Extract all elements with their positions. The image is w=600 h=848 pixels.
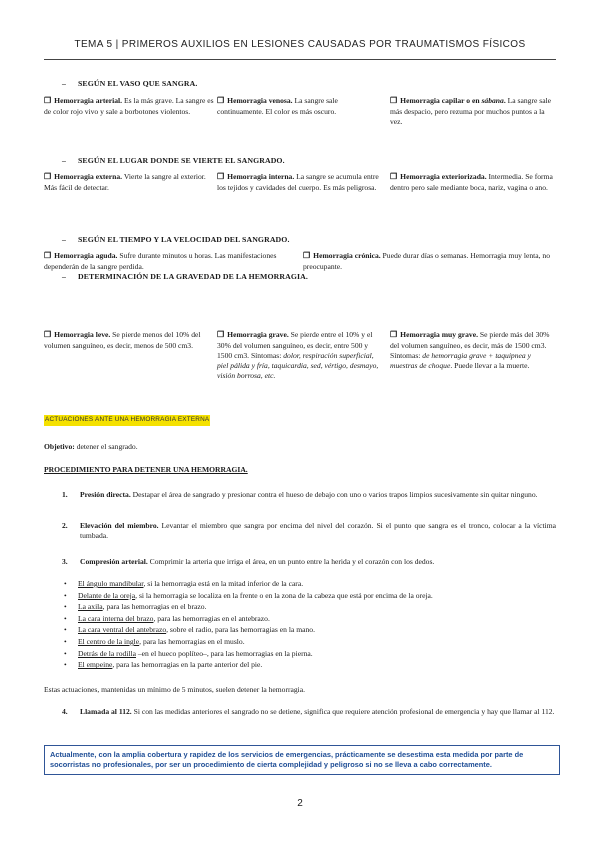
procedure-title: PROCEDIMIENTO PARA DETENER UNA HEMORRAGIA. <box>44 465 248 474</box>
checkbox-square-icon: ❒ <box>217 96 225 105</box>
section-title-lugar: – SEGÚN EL LUGAR DONDE SE VIERTE EL SANGRADO. <box>62 156 285 165</box>
checkbox-square-icon: ❒ <box>44 251 52 260</box>
section-title-tiempo: – SEGÚN EL TIEMPO Y LA VELOCIDAD DEL SANGRADO. <box>62 235 290 244</box>
checkbox-square-icon: ❒ <box>44 330 52 339</box>
bullet-icon: • <box>64 579 67 588</box>
checkbox-square-icon: ❒ <box>390 172 398 181</box>
checkbox-square-icon: ❒ <box>390 96 398 105</box>
checkbox-square-icon: ❒ <box>390 330 398 339</box>
item-hemorragia-grave: ❒ Hemorragia grave. Se pierde entre el 10% y el 30% del volumen sanguíneo, es decir, entre 500 y 1500 cm3. Síntomas: dolor, respiración superficial, piel pálida y fría, taquicardia, sed, vértigo, desmayo, visión borrosa, etc. <box>217 330 379 380</box>
item-hemorragia-arterial: ❒ Hemorragia arterial. Es la más grave. La sangre es de color rojo vivo y sale a borbotones violentos. <box>44 96 214 116</box>
bullet-icon: • <box>64 660 67 670</box>
item-hemorragia-muy-grave: ❒ Hemorragia muy grave. Se pierde más del 30% del volumen sanguíneo, es decir, más de 1500 cm3. Síntomas: de hemorragia grave + taquipnea y muestras de choque. Puede llevar a la muerte. <box>390 330 550 370</box>
section-title-gravedad: – DETERMINACIÓN DE LA GRAVEDAD DE LA HEMORRAGIA. <box>62 272 308 281</box>
summary-text: Estas actuaciones, mantenidas un mínimo de 5 minutos, suelen detener la hemorragia. <box>44 685 306 694</box>
page-number: 2 <box>297 798 303 809</box>
section-title-vaso: – SEGÚN EL VASO QUE SANGRA. <box>62 79 198 88</box>
item-hemorragia-capilar: ❒ Hemorragia capilar o en sábana. La sangre sale más despacio, pero rezuma por muchos puntos a la vez. <box>390 96 552 126</box>
checkbox-square-icon: ❒ <box>217 330 225 339</box>
step-compresion-arterial: 3. Compresión arterial. Comprimir la arteria que irriga el área, en un punto entre la herida y el corazón con los dedos. <box>62 557 435 566</box>
item-hemorragia-externa: ❒ Hemorragia externa. Vierte la sangre al exterior. Más fácil de detectar. <box>44 172 206 192</box>
item-hemorragia-leve: ❒ Hemorragia leve. Se pierde menos del 10% del volumen sanguíneo, es decir, menos de 500 cm3. <box>44 330 201 350</box>
compression-points-list <box>64 578 433 671</box>
header-divider <box>44 59 556 60</box>
list-item: • El empeine, para las hemorragias en la parte anterior del pie. <box>64 660 263 670</box>
checkbox-square-icon: ❒ <box>44 172 52 181</box>
objective: Objetivo: detener el sangrado. <box>44 442 138 451</box>
list-item: • Delante de la oreja, si la hemorragia se localiza en la frente o en la zona de la cabeza que está por encima de la oreja. <box>64 590 433 600</box>
bullet-icon: • <box>64 648 67 658</box>
checkbox-square-icon: ❒ <box>44 96 52 105</box>
checkbox-square-icon: ❒ <box>303 251 311 260</box>
step-presion-directa: 1. Presión directa. Destapar el área de sangrado y presionar contra el hueso de debajo con uno o varios trapos limpios sucesivamente sin quitar ninguno. <box>62 490 538 499</box>
bullet-icon: • <box>64 590 67 600</box>
list-item: • La cara ventral del antebrazo, sobre el radio, para las hemorragias en la mano. <box>64 625 315 635</box>
step-elevacion-miembro: 2. Elevación del miembro. Levantar el miembro que sangra por encima del nivel del corazón. Si el punto que sangra es el tronco, colocar a la víctima tumbada. <box>62 521 556 541</box>
list-item: • El ángulo mandibular, si la hemorragia está en la mitad inferior de la cara. <box>64 579 304 588</box>
checkbox-square-icon: ❒ <box>217 172 225 181</box>
list-item: • Detrás de la rodilla –en el hueco poplíteo–, para las hemorragias en la pierna. <box>64 648 313 658</box>
item-hemorragia-venosa: ❒ Hemorragia venosa. La sangre sale continuamente. El color es más oscuro. <box>217 96 338 116</box>
list-item: • El centro de la ingle, para las hemorragias en el muslo. <box>64 636 245 646</box>
item-hemorragia-interna: ❒ Hemorragia interna. La sangre se acumula entre los tejidos y cavidades del cuerpo. Es más peligrosa. <box>217 172 379 192</box>
bullet-icon: • <box>64 625 67 635</box>
bullet-icon: • <box>64 613 67 623</box>
list-item: • La axila, para las hemorragias en el brazo. <box>64 602 207 612</box>
bullet-icon: • <box>64 636 67 646</box>
item-hemorragia-exteriorizada: ❒ Hemorragia exteriorizada. Intermedia. Se forma dentro pero sale mediante boca, nariz, vagina o ano. <box>390 172 553 192</box>
item-hemorragia-aguda: ❒ Hemorragia aguda. Sufre durante minutos u horas. Las manifestaciones dependerán de la sangre perdida. <box>44 251 277 271</box>
list-item: • La cara interna del brazo, para las hemorragias en el antebrazo. <box>64 613 270 623</box>
item-hemorragia-cronica: ❒ Hemorragia crónica. Puede durar días o semanas. Hemorragia muy lenta, no preocupante. <box>303 251 550 271</box>
step-llamada-112: 4. Llamada al 112. Si con las medidas anteriores el sangrado no se detiene, significa que requiere atención profesional de emergencia y hay que llamar al 112. <box>62 707 555 716</box>
page-header-title: TEMA 5 | PRIMEROS AUXILIOS EN LESIONES CAUSADAS POR TRAUMATISMOS FÍSICOS <box>74 39 526 50</box>
info-note-box: Actualmente, con la amplia cobertura y rapidez de los servicios de emergencias, prácticamente se desestima esta medida por parte de socorristas no profesionales, por ser un procedimiento de cierta complejidad y peligroso si no se lleva a cabo correctamente. <box>44 745 560 775</box>
external-hemorrhage-title: ACTUACIONES ANTE UNA HEMORRAGIA EXTERNA <box>44 415 210 426</box>
bullet-icon: • <box>64 602 67 612</box>
